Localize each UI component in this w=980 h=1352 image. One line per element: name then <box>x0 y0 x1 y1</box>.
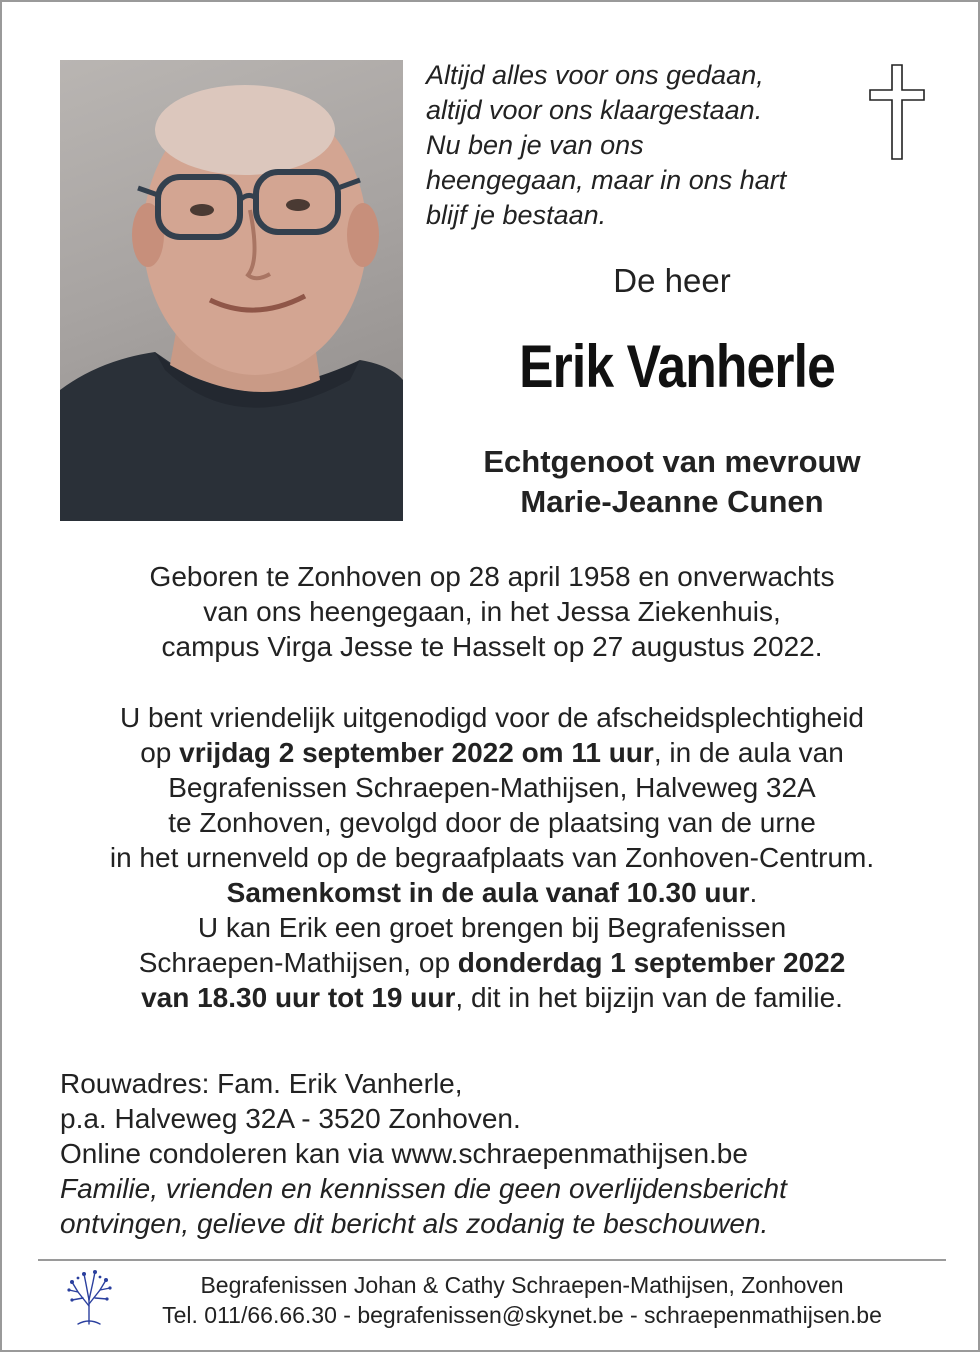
tree-logo-icon <box>64 1268 114 1331</box>
visitation-date: donderdag 1 september 2022 <box>457 947 846 978</box>
notice-line: ontvingen, gelieve dit bericht als zodanig te beschouwen. <box>60 1208 769 1239</box>
spouse-info <box>432 442 912 522</box>
ceremony-line: U bent vriendelijk uitgenodigd voor de afscheidsplechtigheid <box>119 702 865 733</box>
visitation-time: van 18.30 uur tot 19 uur <box>141 982 456 1013</box>
birth-line: Geboren te Zonhoven op 28 april 1958 en onverwachts <box>149 561 835 592</box>
poem-line: altijd voor ons klaargestaan. <box>426 95 763 125</box>
spouse-line: Echtgenoot van mevrouw <box>483 444 861 479</box>
deceased-name: Erik Vanherle <box>519 333 835 400</box>
birth-paragraph <box>22 559 962 664</box>
notice-line: Familie, vrienden en kennissen die geen overlijdensbericht <box>60 1173 787 1204</box>
ceremony-date: vrijdag 2 september 2022 om 11 uur <box>179 737 654 768</box>
contact-line: Tel. 011/66.66.30 - begrafenissen@skynet.be - schraepenmathijsen.be <box>162 1302 882 1328</box>
birth-line: van ons heengegaan, in het Jessa Ziekenhuis, <box>203 596 781 627</box>
ceremony-line: Begrafenissen Schraepen-Mathijsen, Halveweg 32A <box>168 772 816 803</box>
gathering-time: Samenkomst in de aula vanaf 10.30 uur <box>226 877 750 908</box>
spouse-line: Marie-Jeanne Cunen <box>520 484 824 519</box>
ceremony-line <box>22 875 962 910</box>
ceremony-paragraph <box>22 700 962 1015</box>
ceremony-line <box>22 945 962 980</box>
footer <box>122 1270 922 1330</box>
text-span: , dit in het bijzijn van de familie. <box>455 982 843 1013</box>
ceremony-line: U kan Erik een groet brengen bij Begrafenissen <box>197 912 787 943</box>
portrait-illustration <box>60 60 403 521</box>
birth-line: campus Virga Jesse te Hasselt op 27 augustus 2022. <box>161 631 823 662</box>
funeral-home-line: Begrafenissen Johan & Cathy Schraepen-Mathijsen, Zonhoven <box>200 1272 844 1298</box>
honorific: De heer <box>613 262 731 299</box>
ceremony-line <box>22 735 962 770</box>
portrait-photo <box>60 60 403 521</box>
text-span: , in de aula van <box>653 737 844 768</box>
text-span: op <box>140 737 180 768</box>
divider <box>38 1259 946 1261</box>
text-span: Schraepen-Mathijsen, op <box>138 947 458 978</box>
address-block <box>60 1066 940 1241</box>
ceremony-line <box>22 980 962 1015</box>
poem-line: heengegaan, maar in ons hart <box>426 165 787 195</box>
poem <box>426 58 856 233</box>
address-line: Rouwadres: Fam. Erik Vanherle, <box>60 1068 463 1099</box>
poem-line: Nu ben je van ons <box>426 130 644 160</box>
poem-line: Altijd alles voor ons gedaan, <box>426 60 764 90</box>
address-line: p.a. Halveweg 32A - 3520 Zonhoven. <box>60 1103 521 1134</box>
cross-icon <box>868 64 926 165</box>
ceremony-line: in het urnenveld op de begraafplaats van Zonhoven-Centrum. <box>109 842 875 873</box>
poem-line: blijf je bestaan. <box>426 200 607 230</box>
ceremony-line: te Zonhoven, gevolgd door de plaatsing van de urne <box>168 807 816 838</box>
text-span: . <box>749 877 758 908</box>
condolence-line: Online condoleren kan via www.schraepenmathijsen.be <box>60 1138 748 1169</box>
